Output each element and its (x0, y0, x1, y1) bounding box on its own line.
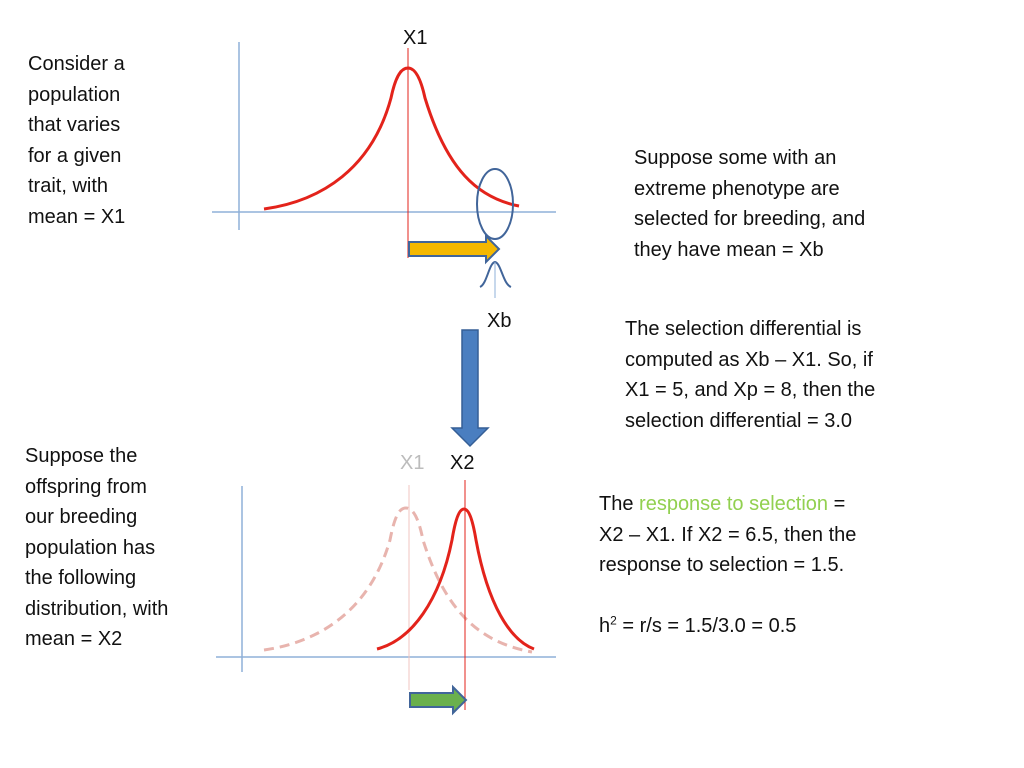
right-arrow-icon (409, 236, 499, 262)
top-distribution-curve (264, 68, 519, 209)
response-text (599, 489, 856, 642)
offspring-line: our breeding (25, 506, 138, 528)
selected-line: selected for breeding, and (634, 208, 866, 230)
response-line-2: X2 – X1. If X2 = 6.5, then the (599, 523, 857, 546)
response-prefix: The (599, 493, 640, 515)
response-arrow-icon (410, 687, 466, 713)
offspring-line: offspring from (25, 475, 147, 498)
intro-line: mean = X1 (28, 205, 126, 228)
response-highlight: response to selection (639, 493, 829, 515)
top-mean-label: X1 (403, 27, 428, 49)
selected-text (634, 143, 865, 265)
intro-text (28, 49, 125, 232)
intro-line: for a given (28, 144, 122, 167)
faded-parent-curve (264, 508, 532, 652)
response-suffix: = (828, 493, 846, 515)
heritability-formula (599, 611, 856, 642)
selected-mean-label: Xb (487, 310, 512, 332)
selected-line: extreme phenotype are (634, 177, 840, 200)
differential-line: computed as Xb – X1. So, if (625, 348, 873, 371)
offspring-line: population has (25, 536, 156, 559)
offspring-line: mean = X2 (25, 628, 123, 650)
offspring-distribution-curve (377, 509, 534, 649)
offspring-line: Suppose the (25, 445, 138, 467)
heritability-value: = r/s = 1.5/3.0 = 0.5 (616, 615, 797, 637)
response-blank-line (599, 581, 856, 612)
h-exponent: 2 (610, 613, 617, 628)
offspring-line: the following (25, 567, 137, 589)
intro-line: Consider a (28, 53, 125, 75)
intro-line: that varies (28, 114, 121, 136)
faded-mean-label: X1 (400, 452, 425, 474)
offspring-mean-label: X2 (450, 452, 475, 474)
h-symbol: h (599, 615, 611, 637)
differential-text (625, 314, 875, 436)
response-line-3: response to selection = 1.5. (599, 554, 845, 576)
differential-line: The selection differential is (625, 318, 862, 340)
intro-line: population (28, 83, 121, 106)
offspring-text (25, 441, 168, 655)
differential-line: selection differential = 3.0 (625, 409, 853, 432)
down-arrow-icon (452, 330, 488, 446)
response-line-1 (599, 489, 856, 520)
offspring-line: distribution, with (25, 597, 169, 620)
selected-line: Suppose some with an (634, 147, 837, 169)
intro-line: trait, with (28, 175, 109, 197)
selected-line: they have mean = Xb (634, 238, 824, 261)
differential-line: X1 = 5, and Xp = 8, then the (625, 379, 876, 401)
